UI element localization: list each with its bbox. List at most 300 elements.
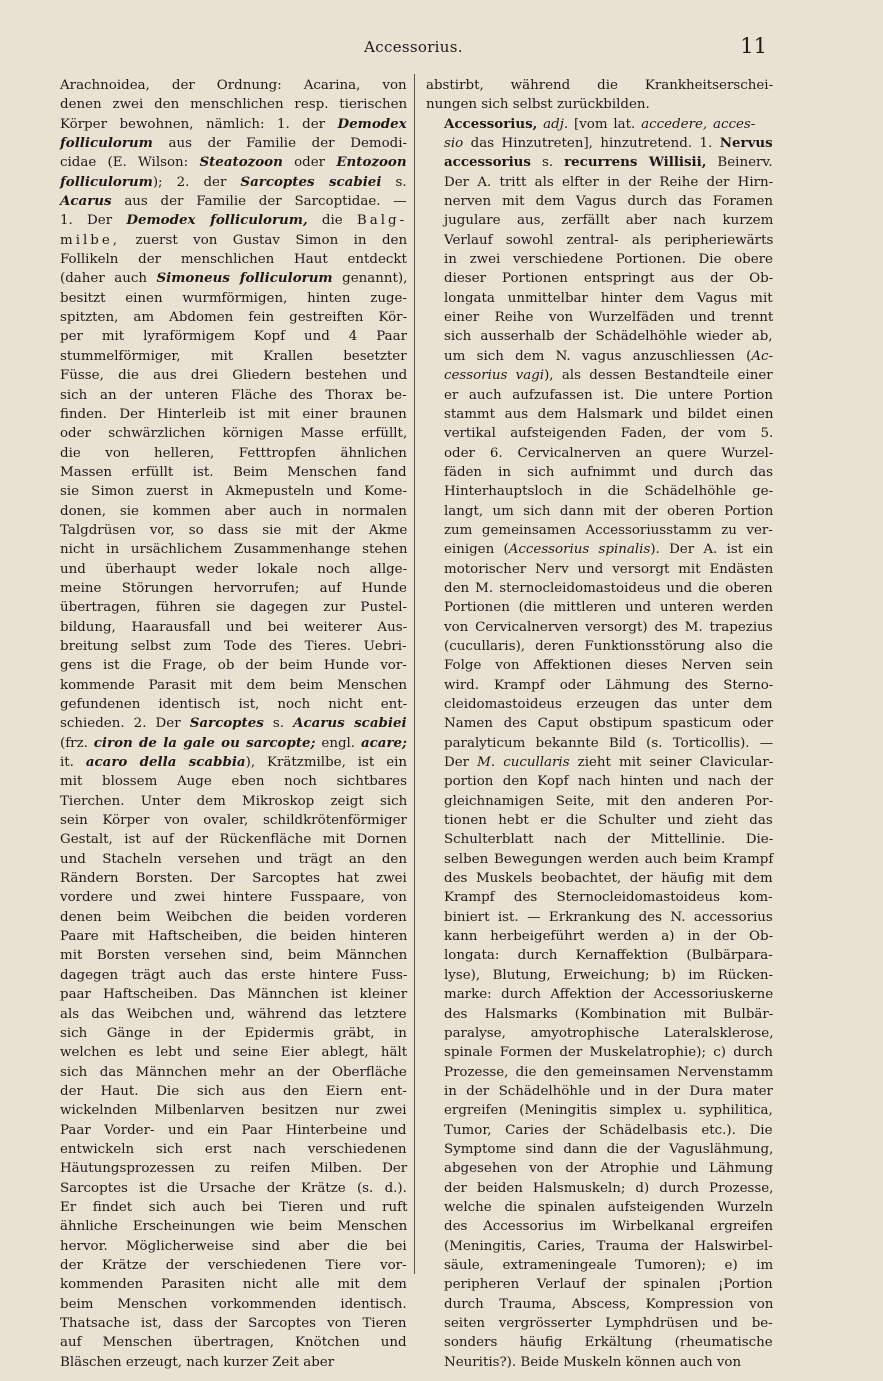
text-line — [426, 482, 773, 501]
text-run: Gestalt, ist auf der Rückenfläche mit Dornen — [60, 832, 407, 848]
text-line — [426, 850, 773, 869]
text-run: (Meningitis, Caries, Trauma der Halswirbel- — [444, 1238, 773, 1254]
text-line — [426, 1295, 773, 1314]
text-run: Steatozoon — [199, 154, 283, 171]
text-run: Der — [444, 755, 478, 771]
text-line — [60, 540, 407, 559]
text-line — [60, 134, 407, 153]
text-line — [60, 908, 407, 927]
text-line — [426, 366, 773, 385]
text-run: Sarcoptes — [189, 715, 264, 732]
text-line — [426, 792, 773, 811]
text-line — [60, 1005, 407, 1024]
text-line — [60, 482, 407, 501]
text-line — [60, 1082, 407, 1101]
text-line — [60, 347, 407, 366]
text-run: als das Weibchen und, während das letztere — [60, 1006, 407, 1022]
text-line — [426, 927, 773, 946]
text-line — [60, 95, 407, 114]
text-run: ciron de la gale ou sarcopte; — [93, 734, 316, 751]
text-run: die von helleren, Fetttropfen ähnlichen — [60, 445, 407, 461]
text-run: accessorius — [444, 154, 531, 171]
text-run: gens ist die Frage, ob der beim Hunde vor- — [60, 658, 407, 674]
text-run: [vom lat. — [568, 116, 642, 132]
text-run: Accessorius, — [444, 115, 538, 132]
text-line — [60, 463, 407, 482]
text-run: vertikal aufsteigenden Faden, der vom 5. — [444, 426, 774, 442]
text-run: Paare mit Haftscheiben, die beiden hinteren — [60, 929, 408, 945]
text-run: M. cucullaris — [477, 755, 570, 771]
text-run: (cucullaris), deren Funktionsstörung also die — [444, 638, 773, 654]
text-line — [426, 908, 773, 927]
text-run: wickelnden Milbenlarven besitzen nur zwei — [60, 1103, 407, 1119]
text-run: donen, sie kommen aber auch in normalen — [60, 503, 407, 519]
text-run: abgesehen von der Atrophie und Lähmung — [444, 1161, 773, 1177]
text-run: stummelförmiger, mit Krallen besetzter — [60, 348, 407, 364]
text-line — [60, 1121, 407, 1140]
text-run: Neuritis?). Beide Muskeln können auch von — [444, 1354, 742, 1370]
text-run: bildung, Haarausfall und bei weiterer Aus- — [60, 619, 408, 635]
text-run: fäden in sich aufnimmt und durch das — [444, 464, 773, 480]
text-run: longata: durch Kernaffektion (Bulbärpara- — [444, 948, 773, 964]
text-run: Er findet sich auch bei Tieren und ruft — [60, 1199, 408, 1215]
text-line — [426, 966, 773, 985]
text-line — [426, 540, 773, 559]
text-line — [426, 1333, 773, 1352]
text-run: cleidomastoideus erzeugen das unter dem — [444, 697, 773, 712]
text-run: sich an der unteren Fläche des Thorax be- — [60, 387, 407, 403]
text-run: zuerst von Gustav Simon in den — [120, 232, 408, 248]
text-line — [426, 250, 773, 269]
text-run: Demodex — [337, 115, 407, 132]
text-run: Tierchen. Unter dem Mikroskop zeigt sich — [60, 793, 408, 809]
text-run: kommende Parasit mit dem beim Menschen — [60, 677, 408, 693]
text-line — [60, 676, 407, 695]
text-run: seiten vergrösserter Lymphdrüsen und be- — [444, 1316, 773, 1331]
text-line — [426, 463, 773, 482]
text-run: welchen es lebt und seine Eier ablegt, hält — [60, 1045, 408, 1061]
paragraph-accessorius — [426, 115, 773, 1372]
text-run: wird. Krampf oder Lähmung des Sterno- — [444, 677, 774, 693]
text-run: marke: durch Affektion der Accessoriuskerne — [444, 987, 774, 1003]
text-run: der Krätze der verschiedenen Tiere vor- — [60, 1257, 407, 1273]
text-line — [60, 1024, 407, 1043]
paragraph-acarus — [60, 76, 407, 1372]
text-run: der Haut. Die sich aus den Eiern ent- — [60, 1083, 407, 1099]
text-line — [60, 1333, 407, 1352]
text-line — [426, 1159, 773, 1178]
text-run: Verlauf sowohl zentral- als peripheriewärts — [444, 232, 774, 248]
text-run: Accessorius spinalis — [508, 542, 651, 558]
text-line — [60, 192, 407, 211]
text-line — [60, 927, 407, 946]
text-line — [426, 579, 773, 598]
text-run: acaro della scabbia — [85, 754, 246, 771]
text-run: ). Der A. ist ein — [650, 542, 774, 558]
text-run: stammt aus dem Halsmark und bildet einen — [444, 406, 774, 422]
text-run: Beinerv. — [706, 155, 773, 171]
text-line — [60, 424, 407, 443]
text-run: Häutungsprozessen zu reifen Milben. Der — [60, 1161, 408, 1177]
text-run: dieser Portionen entspringt aus der Ob- — [444, 271, 774, 287]
text-run: gefundenen identisch ist, noch nicht ent- — [60, 697, 408, 712]
text-line — [426, 308, 773, 327]
text-line — [426, 811, 773, 830]
text-line — [426, 1275, 773, 1294]
text-line — [60, 308, 407, 327]
text-line — [426, 753, 773, 772]
text-run: sonders häufig Erkältung (rheumatische — [444, 1335, 773, 1351]
text-run: gleichnamigen Seite, mit den anderen Por- — [444, 793, 774, 809]
text-run: Demodex folliculorum, — [126, 212, 308, 229]
text-run: Prozesse, die den gemeinsamen Nervenstamm — [444, 1064, 774, 1080]
text-line — [426, 618, 773, 637]
text-line — [60, 850, 407, 869]
paragraph-continuation — [426, 76, 773, 115]
text-run: von Cervicalnerven versorgt) des M. trapezius — [444, 619, 773, 635]
text-run: paar Haftscheiben. Das Männchen ist kleiner — [60, 987, 408, 1003]
text-line — [426, 327, 773, 346]
text-line — [426, 289, 773, 308]
text-run: Ac- — [751, 348, 774, 364]
text-line — [426, 1198, 773, 1217]
text-run: nerven mit dem Vagus durch das Foramen — [444, 194, 774, 210]
text-run: oder — [282, 155, 337, 171]
text-line — [426, 95, 773, 114]
text-line — [60, 1256, 407, 1275]
text-line — [426, 1353, 773, 1372]
text-run: paralyticum bekannte Bild (s. Torticollis). — — [444, 735, 774, 751]
text-line — [426, 424, 773, 443]
text-line — [60, 772, 407, 791]
text-run: paralyse, amyotrophische Lateralsklerose, — [444, 1025, 774, 1041]
text-line — [426, 269, 773, 288]
text-run: Nervus — [719, 135, 773, 152]
text-line — [60, 1159, 407, 1178]
text-line — [60, 637, 407, 656]
text-run: portion den Kopf nach hinten und nach der — [444, 774, 774, 790]
text-run: Follikeln der menschlichen Haut entdeckt — [60, 252, 407, 268]
text-line — [60, 830, 407, 849]
text-run: s. — [381, 174, 407, 190]
text-run: des Halsmarks (Kombination mit Bulbär- — [444, 1006, 774, 1022]
text-line — [426, 405, 773, 424]
text-line — [426, 676, 773, 695]
text-line — [426, 734, 773, 753]
text-run: das Hinzutreten], hinzutretend. 1. — [463, 136, 720, 152]
text-run: und Stacheln versehen und trägt an den — [60, 851, 407, 867]
text-line — [60, 985, 407, 1004]
text-run: welche die spinalen aufsteigenden Wurzeln — [444, 1199, 774, 1215]
text-run: dagegen trägt auch das erste hintere Fuss- — [60, 967, 408, 983]
text-line — [60, 1101, 407, 1120]
text-run: den M. sternocleidomastoideus und die oberen — [444, 580, 773, 596]
text-run: (frz. — [60, 735, 94, 751]
text-line — [426, 714, 773, 733]
text-line — [426, 192, 773, 211]
text-line — [60, 1063, 407, 1082]
text-run: vordere und zwei hintere Fusspaare, von — [60, 890, 407, 906]
text-line — [60, 560, 407, 579]
text-run: ), als dessen Bestandteile einer — [544, 368, 773, 384]
text-run: breitung selbst zum Tode des Tieres. Uebri- — [60, 638, 407, 654]
text-line — [60, 888, 407, 907]
text-run: 1. Der — [60, 213, 127, 229]
text-line — [426, 1005, 773, 1024]
text-run: Portionen (die mittleren und unteren werden — [444, 600, 774, 616]
text-run: engl. — [315, 735, 361, 751]
text-line — [60, 753, 407, 772]
text-line — [60, 1140, 407, 1159]
text-run: selben Bewegungen werden auch beim Krampf — [444, 851, 774, 867]
text-line — [426, 985, 773, 1004]
text-run: meine Störungen hervorrufen; auf Hunde — [60, 580, 407, 596]
text-run: denen zwei den menschlichen resp. tierischen — [60, 97, 408, 113]
text-line — [426, 386, 773, 405]
text-run: Balg- — [356, 213, 408, 229]
text-line — [60, 946, 407, 965]
text-run: Rändern Borsten. Der Sarcoptes hat zwei — [60, 871, 407, 887]
text-run: sio — [444, 136, 464, 152]
text-line — [426, 347, 773, 366]
text-line — [60, 1295, 407, 1314]
text-run: Namen des Caput obstipum spasticum oder — [444, 716, 774, 732]
text-run: ergreifen (Meningitis simplex u. syphilitica, — [444, 1103, 773, 1119]
text-run: schieden. 2. Der — [60, 716, 190, 732]
text-line — [426, 1082, 773, 1101]
text-run: milbe, — [60, 232, 121, 248]
text-run: und überhaupt weder lokale noch allge- — [60, 561, 408, 577]
text-run: biniert ist. — Erkrankung des N. accessorius — [444, 909, 773, 925]
text-run: folliculorum — [60, 173, 153, 190]
text-line — [426, 656, 773, 675]
text-run: sein Körper von ovaler, schildkrötenförmiger — [60, 813, 407, 829]
text-run: um sich dem N. vagus anzuschliessen ( — [444, 348, 752, 364]
text-line — [60, 1353, 407, 1372]
text-line — [60, 1237, 407, 1256]
text-run: zieht mit seiner Clavicular- — [569, 755, 774, 771]
text-line — [60, 966, 407, 985]
text-run: in zwei verschiedene Portionen. Die obere — [444, 252, 773, 268]
text-line — [426, 1043, 773, 1062]
text-line — [426, 1121, 773, 1140]
text-run: finden. Der Hinterleib ist mit einer braunen — [60, 406, 407, 422]
text-run: Füsse, die aus drei Gliedern bestehen und — [60, 368, 408, 384]
text-line — [426, 1256, 773, 1275]
text-line — [426, 637, 773, 656]
text-run: Körper bewohnen, nämlich: 1. der — [60, 116, 338, 132]
text-run: Tumor, Caries der Schädelbasis etc.). Die — [444, 1122, 773, 1138]
text-run: Der A. tritt als elfter in der Reihe der Hirn- — [444, 174, 774, 190]
text-line — [60, 579, 407, 598]
text-line — [60, 1198, 407, 1217]
text-line — [426, 1237, 773, 1256]
page-number: 11 — [740, 34, 767, 58]
text-run: hervor. Möglicherweise sind aber die bei — [60, 1238, 407, 1254]
text-line — [60, 695, 407, 714]
text-run: Simoneus folliculorum — [156, 270, 333, 287]
text-run: besitzt einen wurmförmigen, hinten zuge- — [60, 290, 407, 306]
text-line — [426, 211, 773, 230]
text-run: oder schwärzlichen körnigen Masse erfüllt, — [60, 426, 408, 442]
text-run: einer Reihe von Wurzelfäden und trennt — [444, 310, 774, 326]
text-line — [426, 869, 773, 888]
text-line — [426, 560, 773, 579]
text-line — [426, 444, 773, 463]
text-run: Bläschen erzeugt, nach kurzer Zeit aber — [60, 1354, 335, 1370]
text-run: (daher auch — [60, 271, 157, 287]
text-line — [60, 153, 407, 172]
text-line — [426, 76, 773, 95]
text-line — [60, 1043, 407, 1062]
text-run: mit blossem Auge eben noch sichtbares — [60, 774, 407, 790]
text-run: longata unmittelbar hinter dem Vagus mit — [444, 290, 773, 306]
text-run: ); 2. der — [152, 174, 241, 190]
text-line — [60, 115, 407, 134]
text-run: Folge von Affektionen dieses Nerven sein — [444, 658, 774, 674]
running-head: Accessorius. — [364, 38, 463, 56]
text-run: Entozoon — [336, 154, 407, 171]
text-line — [60, 1275, 407, 1294]
text-line — [426, 231, 773, 250]
text-line — [60, 869, 407, 888]
text-run: sich ausserhalb der Schädelhöhle wieder ab, — [444, 329, 773, 345]
text-line — [426, 1140, 773, 1159]
text-line — [426, 153, 773, 172]
text-line — [426, 521, 773, 540]
text-run: lyse), Blutung, Erweichung; b) im Rücken- — [444, 967, 774, 983]
text-run: aus der Familie der Demodi- — [152, 136, 408, 152]
text-line — [60, 792, 407, 811]
text-run: denen beim Weibchen die beiden vorderen — [60, 909, 407, 925]
text-run: übertragen, führen sie dagegen zur Pustel- — [60, 600, 408, 616]
text-line — [426, 598, 773, 617]
text-run: Acarus — [60, 193, 112, 210]
text-line — [60, 211, 407, 230]
text-run: beim Menschen vorkommenden identisch. — [60, 1296, 407, 1312]
text-run: Talgdrüsen vor, so dass sie mit der Akme — [60, 522, 408, 538]
text-run: Arachnoidea, der Ordnung: Acarina, von — [60, 78, 407, 93]
text-line — [60, 269, 407, 288]
text-run: durch Trauma, Abscess, Kompression von — [444, 1296, 774, 1312]
text-run: tionen hebt er die Schulter und zieht das — [444, 813, 773, 829]
text-run: Thatsache ist, dass der Sarcoptes von Tieren — [60, 1316, 407, 1331]
text-line — [60, 598, 407, 617]
text-run: aus der Familie der Sarcoptidae. — — [111, 194, 407, 210]
text-line — [426, 502, 773, 521]
text-line — [60, 1179, 407, 1198]
text-run: oder 6. Cervicalnerven an quere Wurzel- — [444, 445, 774, 461]
text-line — [60, 327, 407, 346]
text-run: die — [307, 213, 357, 229]
text-line — [426, 1063, 773, 1082]
page-header — [60, 32, 767, 62]
text-run: jugulare aus, zerfällt aber nach kurzem — [444, 213, 774, 229]
text-run: spitzten, am Abdomen fein gestreiften Kör- — [60, 310, 408, 326]
text-line — [60, 521, 407, 540]
text-line — [426, 1217, 773, 1236]
column-rule — [414, 74, 415, 1274]
text-line — [60, 250, 407, 269]
text-line — [426, 1314, 773, 1333]
text-run: accedere, acces- — [641, 116, 756, 132]
text-run: cidae (E. Wilson: — [60, 155, 200, 171]
text-run: acare; — [360, 734, 407, 751]
text-line — [60, 1314, 407, 1333]
text-run: zum gemeinsamen Accessoriusstamm zu ver- — [444, 522, 773, 538]
text-run: spinale Formen der Muskelatrophie); c) durch — [444, 1045, 773, 1061]
text-run: des Accessorius im Wirbelkanal ergreifen — [444, 1219, 773, 1235]
text-line — [60, 734, 407, 753]
text-run: kann herbeigeführt werden a) in der Ob- — [444, 929, 774, 945]
text-line — [60, 656, 407, 675]
text-run: Hinterhauptsloch in die Schädelhöhle ge- — [444, 484, 774, 500]
text-run: adj. — [543, 116, 569, 132]
left-column — [60, 76, 407, 1372]
text-line — [60, 714, 407, 733]
text-run: ähnliche Erscheinungen wie beim Menschen — [60, 1219, 408, 1235]
text-run: recurrens Willisii, — [564, 154, 707, 171]
text-line — [60, 502, 407, 521]
text-line — [426, 173, 773, 192]
text-line — [426, 772, 773, 791]
text-line — [60, 405, 407, 424]
text-run: nungen sich selbst zurückbilden. — [426, 97, 650, 113]
text-run: der beiden Halsmuskeln; d) durch Prozesse, — [444, 1180, 774, 1196]
text-run: Massen erfüllt ist. Beim Menschen fand — [60, 464, 407, 480]
text-line — [60, 618, 407, 637]
text-run: nicht in ursächlichem Zusammenhange stehen — [60, 542, 408, 558]
text-run: sich Gänge in der Epidermis gräbt, in — [60, 1025, 407, 1041]
text-line — [426, 830, 773, 849]
text-line — [60, 811, 407, 830]
text-run: einigen ( — [444, 542, 509, 558]
text-line — [60, 231, 407, 250]
text-run: des Muskels beobachtet, der häufig mit dem — [444, 871, 773, 887]
text-line — [60, 386, 407, 405]
text-line — [426, 115, 773, 134]
text-line — [60, 1217, 407, 1236]
text-run: Sarcoptes ist die Ursache der Krätze (s. d.). — [60, 1180, 407, 1196]
text-run: Krampf des Sternocleidomastoideus kom- — [444, 890, 773, 906]
text-run: Symptome sind dann die der Vaguslähmung, — [444, 1141, 774, 1157]
text-run: motorischer Nerv und versorgt mit Endästen — [444, 561, 774, 577]
text-run: peripheren Verlauf der spinalen ¡Portion — [444, 1277, 773, 1293]
text-run: er auch aufzufassen ist. Die untere Portion — [444, 387, 773, 403]
text-run: it. — [60, 755, 86, 771]
text-run: ), Krätzmilbe, ist ein — [245, 755, 408, 771]
text-run: kommenden Parasiten nicht alle mit dem — [60, 1277, 407, 1293]
text-run: s. — [263, 716, 294, 732]
text-run: langt, um sich dann mit der oberen Portion — [444, 503, 774, 519]
text-run: mit Borsten versehen sind, beim Männchen — [60, 948, 408, 964]
text-line — [426, 946, 773, 965]
text-run: sie Simon zuerst in Akmepusteln und Kome- — [60, 484, 407, 500]
text-line — [60, 289, 407, 308]
text-line — [426, 888, 773, 907]
text-run: säule, extrameningeale Tumoren); e) im — [444, 1257, 774, 1273]
text-line — [426, 134, 773, 153]
text-run: Schulterblatt nach der Mittellinie. Die- — [444, 832, 774, 848]
text-run: Paar Vorder- und ein Paar Hinterbeine und — [60, 1122, 407, 1138]
text-line — [60, 173, 407, 192]
text-run: per mit lyraförmigem Kopf und 4 Paar — [60, 329, 407, 345]
text-run: folliculorum — [60, 135, 153, 152]
text-run: abstirbt, während die Krankheitserschei- — [426, 78, 774, 93]
text-run: auf Menschen übertragen, Knötchen und — [60, 1335, 407, 1351]
text-run: in der Schädelhöhle und in der Dura mater — [444, 1083, 773, 1099]
text-run: entwickeln sich erst nach verschiedenen — [60, 1141, 407, 1157]
